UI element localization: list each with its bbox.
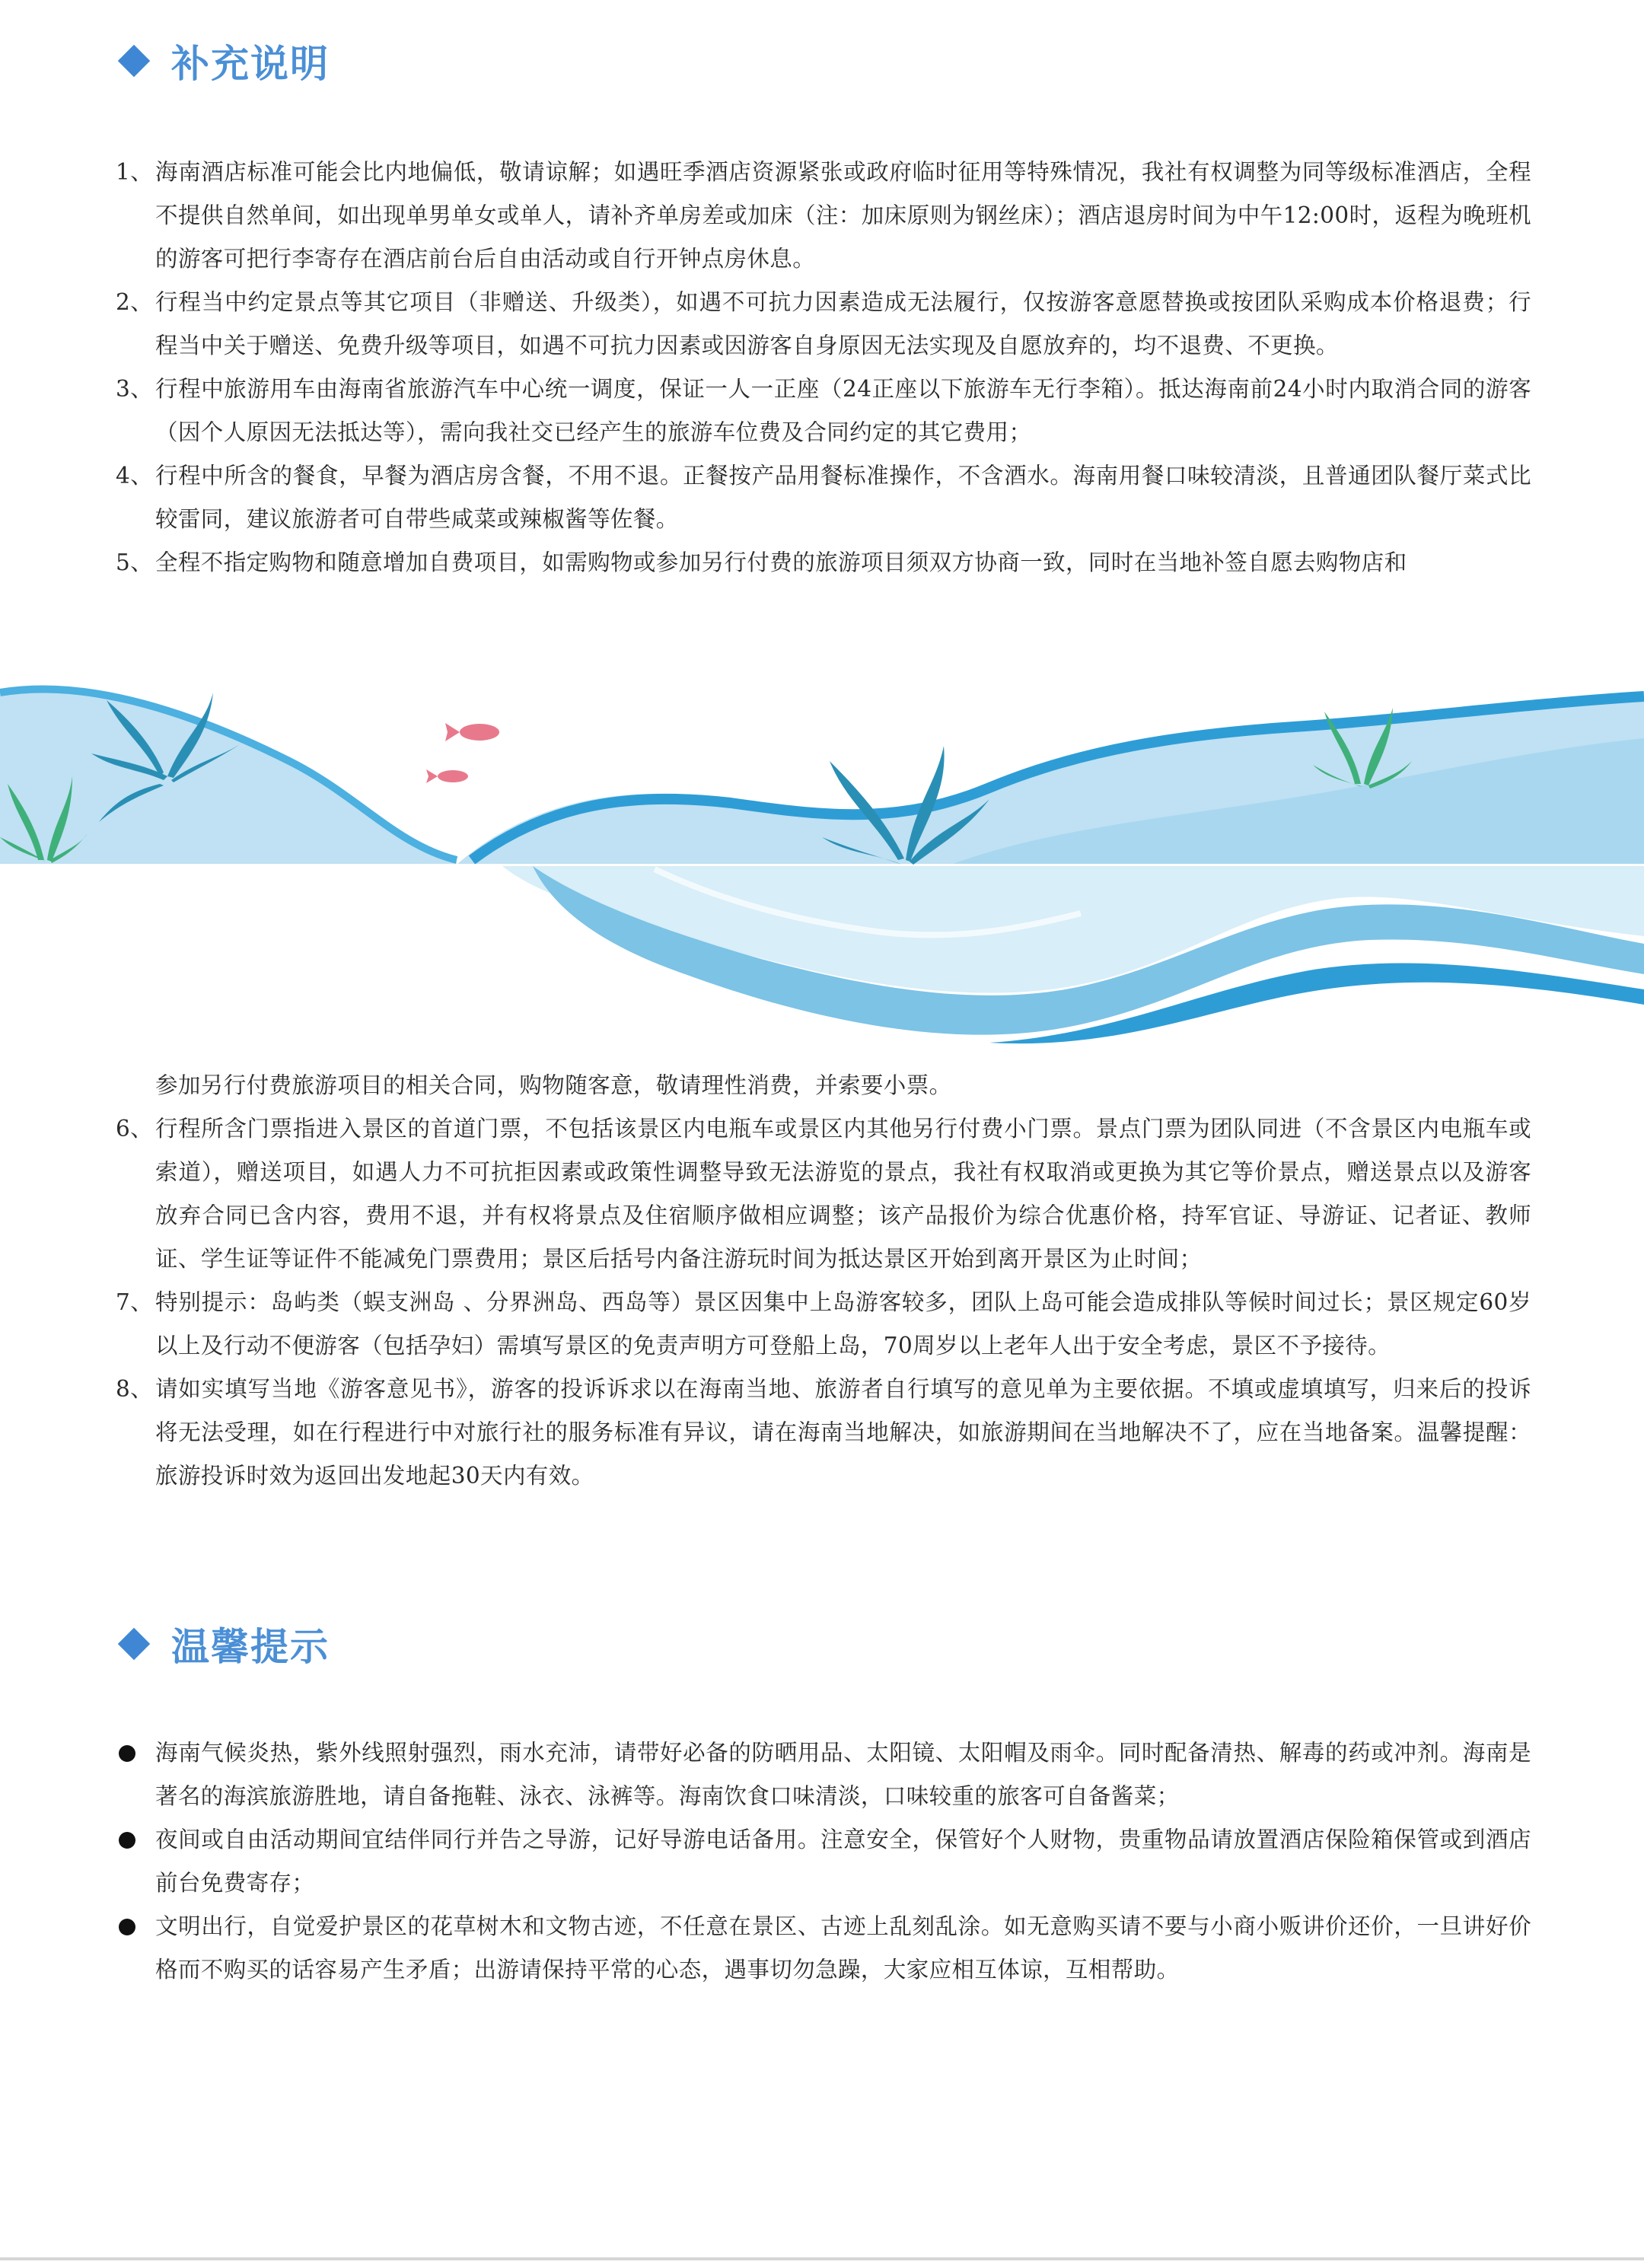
wave-divider [0,864,1644,866]
list-item [116,454,1531,541]
supplementary-list-part1 [116,151,1531,585]
section-title: 温馨提示 [171,1625,330,1669]
list-item [116,1281,1531,1368]
list-item [116,368,1531,454]
bullet-dot-icon [119,1745,135,1762]
list-item [116,281,1531,368]
item-number: 3、 [116,376,154,402]
item-text: 行程中所含的餐食，早餐为酒店房含餐，不用不退。正餐按产品用餐标准操作，不含酒水。海南用餐口味较清淡，且普通团队餐厅菜式比较雷同，建议旅游者可自带些咸菜或辣椒酱等佐餐。 [155,463,1531,532]
ocean-wave-illustration [0,670,1644,1066]
supplementary-list-part2 [116,1064,1531,1498]
diamond-bullet-icon [118,45,150,77]
section-header-supplementary [118,30,330,91]
item-number: 5、 [116,549,154,575]
list-item-continuation: 参加另行付费旅游项目的相关合同，购物随客意，敬请理性消费，并索要小票。 [155,1072,952,1098]
bullet-text: 海南气候炎热，紫外线照射强烈，雨水充沛，请带好必备的防晒用品、太阳镜、太阳帽及雨伞。同时配备清热、解毒的药或冲剂。海南是著名的海滨旅游胜地，请自备拖鞋、泳衣、泳裤等。海南饮食口味清淡，口味较重的旅客可自备酱菜； [155,1740,1531,1809]
bullet-item [116,1905,1531,1992]
item-text: 特别提示：岛屿类（蜈支洲岛 、分界洲岛、西岛等）景区因集中上岛游客较多，团队上岛可能会造成排队等候时间过长；景区规定60岁以上及行动不便游客（包括孕妇）需填写景区的免责声明方可登船上岛，70周岁以上老年人出于安全考虑，景区不予接待。 [155,1289,1531,1359]
bullet-item [116,1818,1531,1905]
item-text: 海南酒店标准可能会比内地偏低，敬请谅解；如遇旺季酒店资源紧张或政府临时征用等特殊情况，我社有权调整为同等级标准酒店，全程不提供自然单间，如出现单男单女或单人，请补齐单房差或加床（注：加床原则为钢丝床）；酒店退房时间为中午12:00时，返程为晚班机的游客可把行李寄存在酒店前台后自由活动或自行开钟点房休息。 [155,159,1531,272]
item-number: 2、 [116,289,154,315]
bullet-text: 文明出行，自觉爱护景区的花草树木和文物古迹，不任意在景区、古迹上乱刻乱涂。如无意购买请不要与小商小贩讲价还价，一旦讲好价格而不购买的话容易产生矛盾；出游请保持平常的心态，遇事切勿急躁，大家应相互体谅，互相帮助。 [155,1913,1531,1983]
section-header-tips [118,1613,330,1674]
item-number: 6、 [116,1116,154,1142]
item-text: 全程不指定购物和随意增加自费项目，如需购物或参加另行付费的旅游项目须双方协商一致，同时在当地补签自愿去购物店和 [155,549,1407,575]
bullet-text: 夜间或自由活动期间宜结伴同行并告之导游，记好导游电话备用。注意安全，保管好个人财物，贵重物品请放置酒店保险箱保管或到酒店前台免费寄存； [155,1827,1531,1896]
fish-small-icon [426,769,468,783]
page-bottom-divider [0,2257,1644,2260]
list-item [116,1107,1531,1281]
wave-upper-light [0,690,457,865]
fish-icon [445,723,499,741]
bullet-item [116,1731,1531,1818]
item-number: 8、 [116,1376,154,1402]
tips-list [116,1731,1531,1992]
item-number: 7、 [116,1289,154,1315]
list-item [116,541,1531,585]
bullet-dot-icon [119,1832,135,1849]
diamond-bullet-icon [118,1628,150,1660]
list-item [116,151,1531,281]
section-title: 补充说明 [171,42,330,86]
item-text: 行程当中约定景点等其它项目（非赠送、升级类），如遇不可抗力因素造成无法履行，仅按游客意愿替换或按团队采购成本价格退费；行程当中关于赠送、免费升级等项目，如遇不可抗力因素或因游客自身原因无法实现及自愿放弃的，均不退费、不更换。 [155,289,1531,358]
item-number: 4、 [116,463,154,489]
item-text: 行程所含门票指进入景区的首道门票，不包括该景区内电瓶车或景区内其他另行付费小门票。景点门票为团队同进（不含景区内电瓶车或索道），赠送项目，如遇人力不可抗拒因素或政策性调整导致无法游览的景点，我社有权取消或更换为其它等价景点，赠送景点以及游客放弃合同已含内容，费用不退，并有权将景点及住宿顺序做相应调整；该产品报价为综合优惠价格，持军官证、导游证、记者证、教师证、学生证等证件不能减免门票费用；景区后括号内备注游玩时间为抵达景区开始到离开景区为止时间； [155,1116,1531,1272]
item-number: 1、 [116,159,154,185]
item-text: 行程中旅游用车由海南省旅游汽车中心统一调度，保证一人一正座（24正座以下旅游车无行李箱）。抵达海南前24小时内取消合同的游客（因个人原因无法抵达等），需向我社交已经产生的旅游车位费及合同约定的其它费用； [155,376,1531,445]
bullet-dot-icon [119,1919,135,1935]
item-text: 请如实填写当地《游客意见书》，游客的投诉诉求以在海南当地、旅游者自行填写的意见单为主要依据。不填或虚填填写，归来后的投诉将无法受理，如在行程进行中对旅行社的服务标准有异议，请在海南当地解决，如旅游期间在当地解决不了，应在当地备案。温馨提醒：旅游投诉时效为返回出发地起30天内有效。 [155,1376,1531,1489]
list-item [116,1368,1531,1498]
